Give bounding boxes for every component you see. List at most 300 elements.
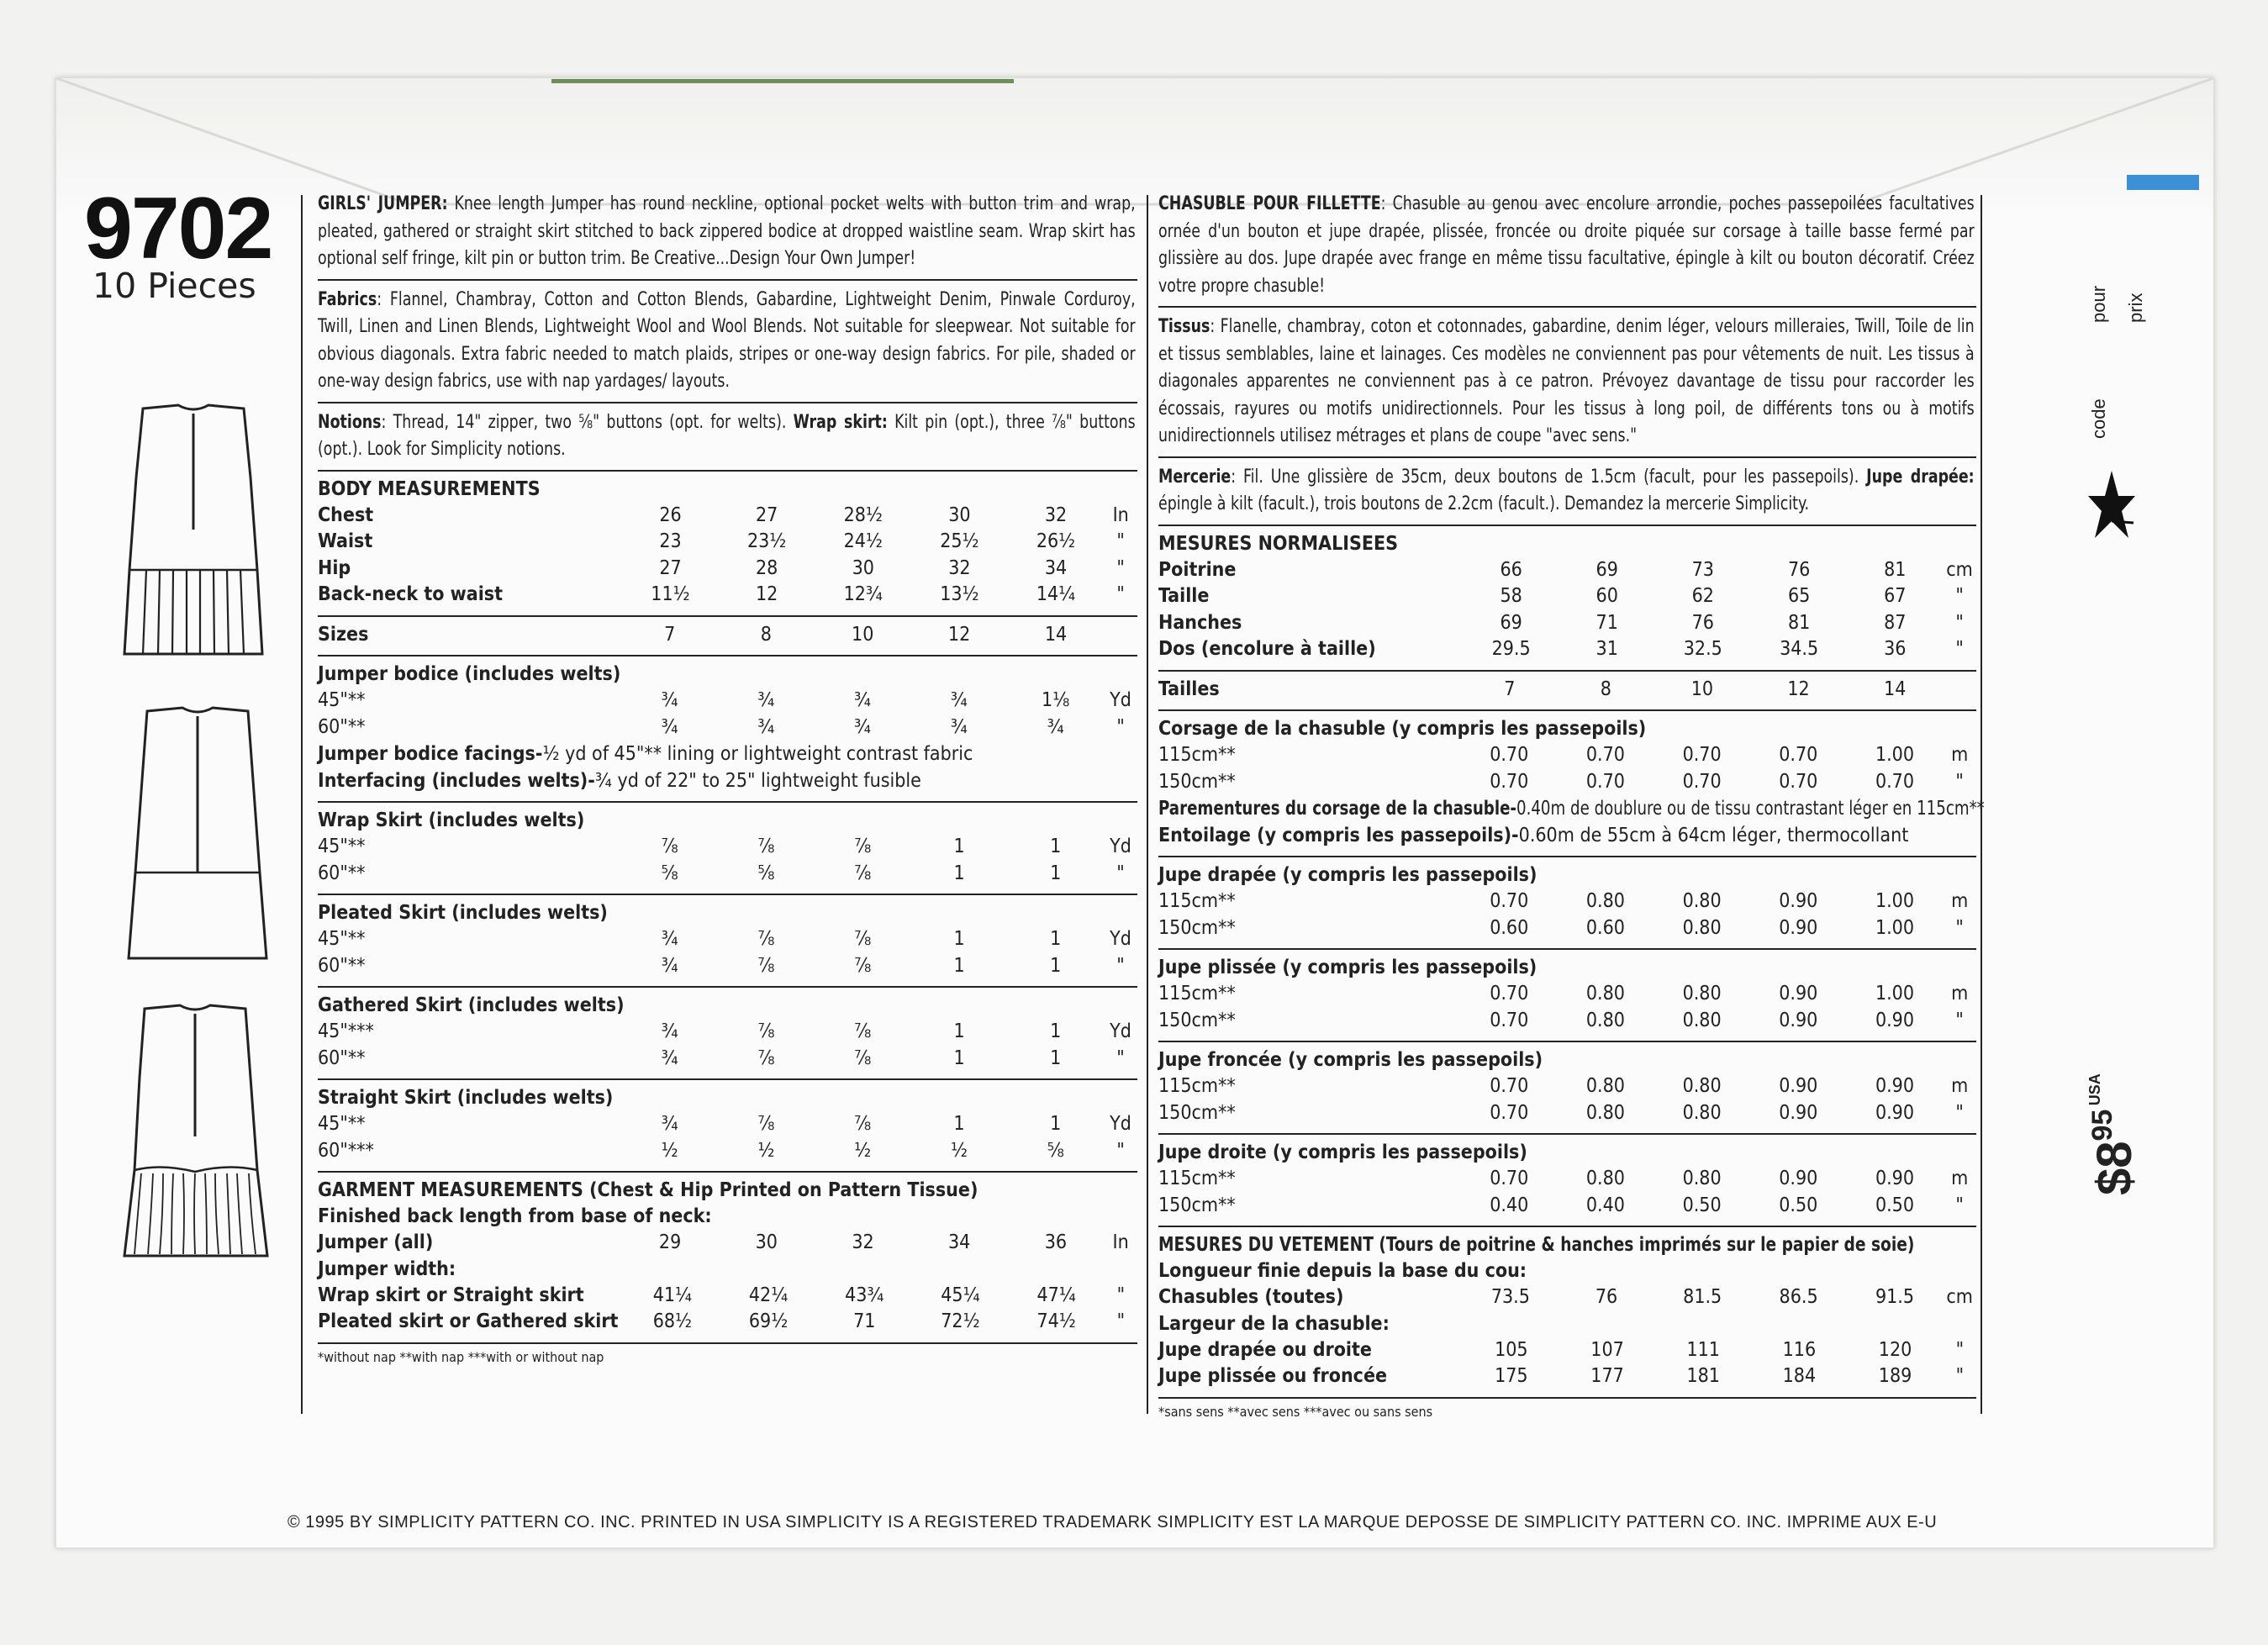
pieces-count: 10 Pieces <box>92 266 256 306</box>
unit: " <box>1955 1101 1964 1124</box>
cell-value: 69 <box>1500 611 1522 634</box>
cell-value: 1.00 <box>1875 890 1915 912</box>
cell-value: 69 <box>1596 558 1618 581</box>
cell-value: 1 <box>953 1047 965 1069</box>
table-row <box>1158 981 1976 1008</box>
cell-value: 1 <box>953 862 965 884</box>
notions <box>1158 463 1975 518</box>
skirt-title: Straight Skirt (includes welts) <box>318 1087 614 1109</box>
body-measurements-title: BODY MEASUREMENTS <box>318 477 541 500</box>
cell-value: 62 <box>1691 585 1714 607</box>
row-label: Jupe plissée ou froncée <box>1158 1365 1388 1387</box>
cell-value: 0.70 <box>1490 770 1529 793</box>
description-label: GIRLS' JUMPER: <box>318 192 448 214</box>
interfacing-text: ¾ yd of 22" to 25" lightweight fusible <box>594 770 921 792</box>
body-measurements-table <box>318 503 1137 609</box>
cell-value: 28 <box>755 556 778 579</box>
cell-value: 71 <box>1596 611 1618 634</box>
cell-value: ¾ <box>661 689 678 711</box>
cell-value: 76 <box>1787 558 1811 581</box>
row-label: Dos (encolure à taille) <box>1158 638 1376 660</box>
cell-value: 0.80 <box>1585 1075 1625 1097</box>
fabrics-text: : Flanelle, chambray, coton et cotonnades, gabardine, denim léger, velours milleraies, Twill, Toile de lin et tissus semblables, laine et lainages. Ces modèles ne conviennent pas pour vêtements de nuit. Les tissus à diagonales apparentes ne conviennent pas à ce patron. Prévoyez davantage de tissu pour raccorder les écossais, rayures ou motifs unidirectionnels. Pour les tissus à long poil, de différents tons ou à motifs unidirectionnels utilisez métrages et plans de coupe "avec sens." <box>1158 315 1975 446</box>
skirt-table <box>1158 1166 1976 1219</box>
unit: cm <box>1946 558 1973 581</box>
cell-value: 116 <box>1782 1338 1817 1361</box>
cell-value: 0.90 <box>1875 1009 1915 1031</box>
table-row <box>318 1111 1137 1138</box>
cell-value: ¾ <box>757 715 775 738</box>
cell-value: 23 <box>659 530 682 552</box>
table-row <box>318 1046 1137 1073</box>
garment-length-table <box>318 1230 1137 1257</box>
cell-value: 0.70 <box>1490 744 1529 766</box>
drawing-gathered-back <box>111 1002 283 1263</box>
row-label: 115cm** <box>1158 983 1236 1004</box>
sizes-label: Sizes <box>318 623 369 646</box>
unit: Yd <box>1110 689 1131 711</box>
cell-value: ¾ <box>757 689 775 711</box>
cell-value: ½ <box>661 1139 678 1162</box>
skirt-table <box>318 1111 1137 1164</box>
divider <box>1158 1226 1976 1227</box>
row-label: 150cm** <box>1158 916 1236 939</box>
cell-value: ⅞ <box>757 928 775 950</box>
garment-sub2: Largeur de la chasuble: <box>1158 1312 1390 1335</box>
cell-value: 1.00 <box>1875 744 1915 766</box>
unit: m <box>1951 1168 1969 1189</box>
interfacing-label: Entoilage (y compris les passepoils)- <box>1158 825 1519 846</box>
unit: cm <box>1946 1286 1973 1308</box>
cell-value: ⅞ <box>854 1020 872 1042</box>
fabrics-label: Fabrics <box>318 287 377 310</box>
cell-value: 0.90 <box>1779 1075 1818 1097</box>
notions <box>318 409 1136 463</box>
cell-value: 31 <box>1596 638 1618 660</box>
cell-value: 42¼ <box>748 1284 789 1306</box>
table-row <box>318 1230 1137 1257</box>
unit: m <box>1951 890 1969 912</box>
unit-spacer <box>1944 677 1976 704</box>
cell-value: 29 <box>658 1231 682 1253</box>
cell-value: 34.5 <box>1780 638 1819 660</box>
cell-value: 0.70 <box>1585 744 1625 766</box>
cell-value: 24½ <box>843 530 883 552</box>
divider <box>318 1342 1137 1344</box>
cell-value: 27 <box>659 556 682 579</box>
cell-value: ¾ <box>661 1047 678 1069</box>
table-row <box>318 714 1137 741</box>
cell-value: 0.60 <box>1490 916 1529 939</box>
cell-value: 58 <box>1500 585 1522 607</box>
code-label: code <box>2088 398 2109 439</box>
table-row <box>1158 557 1976 584</box>
description-text: Knee length Jumper has round neckline, optional pocket welts with button trim and wrap, pleated, gathered or straight skirt stitched to back zippered bodice at dropped waistline seam. Wrap skirt has optional self fringe, kilt pin or button trim. Be Creative...Design Your Own Jumper! <box>318 192 1136 269</box>
cell-value: 0.70 <box>1490 1168 1529 1189</box>
cell-value: 34 <box>948 1231 971 1253</box>
prix-label: prix <box>2125 293 2146 323</box>
row-label: 150cm** <box>1158 1101 1236 1124</box>
table-row <box>318 861 1137 888</box>
cell-value: 36 <box>1884 638 1907 660</box>
cover-edge-strip <box>551 79 1014 83</box>
garment-title: MESURES DU VETEMENT (Tours de poitrine & hanches imprimés sur le papier de soie) <box>1158 1234 1915 1256</box>
divider <box>318 279 1137 281</box>
row-label: 60"** <box>318 954 366 977</box>
notions-wrap-label: Wrap skirt: <box>793 410 888 433</box>
cell-value: 12 <box>755 583 778 605</box>
table-row <box>318 1309 1137 1336</box>
cell-value: ¾ <box>661 715 678 738</box>
row-label: 150cm** <box>1158 770 1236 793</box>
fabrics <box>318 286 1136 395</box>
cell-value: ⅞ <box>757 954 775 977</box>
cell-value: 0.90 <box>1779 890 1818 912</box>
notions-wrap-text: Kilt pin (opt.), three ⅞" buttons (opt.). Look for Simplicity notions. <box>318 410 1136 460</box>
price-tag <box>2086 1073 2143 1195</box>
divider <box>1158 1041 1976 1042</box>
cell-value: 30 <box>755 1231 778 1253</box>
table-row <box>318 926 1137 953</box>
table-row <box>1158 1166 1976 1193</box>
row-label: 45"** <box>318 1113 366 1135</box>
unit: Yd <box>1110 836 1131 857</box>
cell-value: 1 <box>953 836 965 857</box>
cell-value: 81 <box>1787 611 1811 634</box>
cell-value: ¾ <box>950 715 968 738</box>
facings-line <box>318 741 1137 767</box>
sizes-table <box>318 622 1137 649</box>
cell-value: 1 <box>953 1020 965 1042</box>
row-label: 45"** <box>318 689 366 711</box>
table-row <box>318 529 1137 556</box>
sizes-row <box>318 622 1137 649</box>
row-label: Hip <box>318 556 351 579</box>
cell-value: 72½ <box>941 1310 980 1332</box>
copyright-line: © 1995 BY SIMPLICITY PATTERN CO. INC. PRINTED IN USA SIMPLICITY IS A REGISTERED TRADEMARK SIMPLICITY EST LA MARQUE DEPOSSE DE SIMPLICITY PATTERN CO. INC. IMPRIME AUX E-U <box>287 1513 1938 1532</box>
size-value: 10 <box>852 623 874 646</box>
bodice-table <box>1158 742 1976 795</box>
row-label: Hanches <box>1158 611 1242 634</box>
cell-value: 32 <box>852 1231 874 1253</box>
facings-text: ½ yd of 45"** lining or lightweight contrast fabric <box>542 743 973 765</box>
unit: Yd <box>1110 928 1131 950</box>
cell-value: ¾ <box>950 689 968 711</box>
table-row <box>1158 1008 1976 1035</box>
cell-value: 86.5 <box>1779 1286 1818 1308</box>
cell-value: 0.70 <box>1490 1009 1529 1031</box>
skirt-sections <box>1158 856 1976 1227</box>
cell-value: ⅞ <box>757 1020 775 1042</box>
skirt-table <box>318 834 1137 887</box>
unit: In <box>1112 1231 1129 1253</box>
drawing-pleated-back <box>109 402 277 662</box>
cell-value: 28½ <box>843 504 883 526</box>
cell-value: 81.5 <box>1683 1286 1722 1308</box>
unit: " <box>1955 611 1964 634</box>
cell-value: 0.90 <box>1875 1101 1915 1124</box>
unit: " <box>1116 1139 1125 1162</box>
cell-value: 0.80 <box>1682 1101 1722 1124</box>
skirt-title: Jupe plissée (y compris les passepoils) <box>1158 957 1537 978</box>
cell-value: ⅞ <box>757 836 775 857</box>
cell-value: 74½ <box>1036 1310 1076 1332</box>
row-label: 45"** <box>318 836 366 857</box>
cell-value: 25½ <box>940 530 979 552</box>
row-label: 150cm** <box>1158 1194 1236 1216</box>
cell-value: 1 <box>1050 1113 1062 1135</box>
cell-value: ⅞ <box>854 1113 872 1135</box>
divider <box>1158 306 1976 308</box>
table-row <box>1158 636 1976 663</box>
cell-value: 0.80 <box>1682 916 1722 939</box>
cell-value: 1.00 <box>1875 916 1915 939</box>
cell-value: ¾ <box>661 928 678 950</box>
row-label: 115cm** <box>1158 744 1236 766</box>
size-value: 8 <box>1600 678 1611 700</box>
cell-value: 1 <box>1050 928 1062 950</box>
body-measurements-title: MESURES NORMALISEES <box>1158 532 1399 555</box>
cell-value: ⅞ <box>854 836 872 857</box>
fabrics-text: : Flannel, Chambray, Cotton and Cotton Blends, Gabardine, Lightweight Denim, Pinwale Corduroy, Twill, Linen and Linen Blends, Lightweight Wool and Wool Blends. Not suitable for sleepwear. Not suitable for obvious diagonals. Extra fabric needed to match plaids, stripes or one-way design fabrics. For pile, shaded or one-way design fabrics, use with nap yardages/ layouts. <box>318 287 1136 392</box>
cell-value: ¾ <box>661 1113 678 1135</box>
table-row <box>318 556 1137 583</box>
cell-value: 26 <box>659 504 682 526</box>
drawing-wrap-back <box>113 704 282 965</box>
cell-value: ⅝ <box>661 862 678 884</box>
interfacing-line <box>318 767 1137 794</box>
cell-value: 0.80 <box>1682 1009 1722 1031</box>
table-row <box>318 688 1137 714</box>
unit: " <box>1116 954 1125 977</box>
cell-value: 1 <box>1050 1020 1062 1042</box>
cell-value: 0.70 <box>1779 744 1818 766</box>
notions-wrap-label: Jupe drapée: <box>1866 465 1975 488</box>
cell-value: 184 <box>1782 1365 1817 1387</box>
table-row <box>318 1283 1137 1310</box>
unit: " <box>1955 770 1964 793</box>
divider <box>1158 948 1976 950</box>
column-rule-left <box>301 195 303 1414</box>
cell-value: 32 <box>1044 504 1068 526</box>
cell-value: 181 <box>1686 1365 1720 1387</box>
divider <box>1158 1397 1976 1399</box>
table-row <box>318 1019 1137 1046</box>
table-row <box>1158 583 1976 610</box>
cell-value: 14¼ <box>1036 583 1076 605</box>
cell-value: 0.70 <box>1490 1075 1529 1097</box>
row-label: Back-neck to waist <box>318 583 504 605</box>
fabrics <box>1158 313 1975 450</box>
description-label: CHASUBLE POUR FILLETTE <box>1158 192 1381 214</box>
cell-value: 175 <box>1495 1365 1528 1387</box>
skirt-title: Jupe froncée (y compris les passepoils) <box>1158 1049 1543 1071</box>
cell-value: 0.70 <box>1490 1101 1529 1124</box>
divider <box>318 1171 1137 1173</box>
garment-sub: Longueur finie depuis la base du cou: <box>1158 1260 1527 1282</box>
table-row <box>1158 769 1976 796</box>
row-label: Taille <box>1158 585 1210 607</box>
cell-value: 0.70 <box>1585 770 1625 793</box>
row-label: Chasubles (toutes) <box>1158 1286 1344 1308</box>
unit: Yd <box>1110 1113 1131 1135</box>
cell-value: 67 <box>1884 585 1907 607</box>
table-row <box>318 1138 1137 1165</box>
cell-value: ⅞ <box>854 928 872 950</box>
skirt-table <box>318 926 1137 979</box>
sizes-table <box>1158 677 1976 704</box>
notions-wrap-text: épingle à kilt (facult.), trois boutons de 2.2cm (facult.). Demandez la mercerie Simplicity. <box>1158 493 1810 514</box>
unit: " <box>1955 1194 1964 1216</box>
divider <box>318 801 1137 803</box>
divider <box>318 986 1137 988</box>
cell-value: 0.80 <box>1682 890 1722 912</box>
cell-value: ⅞ <box>854 954 872 977</box>
divider <box>1158 709 1976 711</box>
french-column <box>1158 190 1985 1420</box>
skirt-table <box>1158 1073 1976 1126</box>
garment-width-table <box>1158 1337 1976 1390</box>
cell-value: 111 <box>1686 1338 1720 1361</box>
cell-value: 76 <box>1595 1286 1618 1308</box>
table-row <box>1158 1100 1976 1127</box>
divider <box>318 894 1137 895</box>
table-row <box>1158 610 1976 637</box>
facings-text: 0.40m de doublure ou de tissu contrastant léger en 115cm** <box>1516 798 1985 820</box>
table-row <box>318 953 1137 980</box>
cell-value: 60 <box>1596 585 1618 607</box>
cell-value: 0.90 <box>1875 1075 1915 1097</box>
notions-label: Notions <box>318 410 382 433</box>
divider <box>318 470 1137 472</box>
skirt-sections <box>318 801 1137 1173</box>
fabrics-label: Tissus <box>1158 315 1210 337</box>
cell-value: 0.50 <box>1682 1194 1722 1216</box>
cell-value: 0.80 <box>1585 890 1625 912</box>
cell-value: ⅞ <box>757 1113 775 1135</box>
skirt-table <box>1158 981 1976 1034</box>
interfacing-text: 0.60m de 55cm à 64cm léger, thermocollant <box>1518 825 1909 846</box>
cell-value: 0.50 <box>1875 1194 1915 1216</box>
skirt-title: Jupe drapée (y compris les passepoils) <box>1158 864 1537 886</box>
cell-value: 1.00 <box>1875 983 1915 1004</box>
cell-value: 73.5 <box>1490 1286 1530 1308</box>
cell-value: 13½ <box>940 583 979 605</box>
cell-value: ½ <box>854 1139 872 1162</box>
description <box>1158 190 1975 299</box>
unit: In <box>1112 504 1129 526</box>
cell-value: 0.80 <box>1585 1101 1625 1124</box>
cell-value: 120 <box>1878 1338 1912 1361</box>
cell-value: 45¼ <box>941 1284 980 1306</box>
cell-value: 0.90 <box>1779 983 1818 1004</box>
unit-spacer <box>1104 622 1137 649</box>
notions-text: : Fil. Une glissière de 35cm, deux boutons de 1.5cm (facult, pour les passepoils). <box>1231 465 1867 488</box>
cell-value: 1 <box>953 928 965 950</box>
body-measurements-table <box>1158 557 1976 663</box>
cell-value: 30 <box>948 504 971 526</box>
cell-value: 0.90 <box>1779 1101 1818 1124</box>
cell-value: 73 <box>1691 558 1714 581</box>
description <box>318 190 1136 272</box>
cell-value: 81 <box>1884 558 1907 581</box>
cell-value: 107 <box>1590 1338 1624 1361</box>
cell-value: 87 <box>1884 611 1907 634</box>
cell-value: 0.80 <box>1585 1009 1625 1031</box>
table-row <box>318 582 1137 609</box>
cell-value: 30 <box>852 556 874 579</box>
cell-value: 0.70 <box>1490 983 1529 1004</box>
row-label: 115cm** <box>1158 1075 1236 1097</box>
cell-value: 0.90 <box>1875 1168 1915 1189</box>
row-label: Jupe drapée ou droite <box>1158 1338 1372 1361</box>
garment-width-table <box>318 1283 1137 1336</box>
sizes-label: Tailles <box>1158 678 1220 700</box>
cell-value: 27 <box>755 504 778 526</box>
cell-value: 0.80 <box>1585 983 1625 1004</box>
cell-value: 0.70 <box>1682 770 1722 793</box>
row-label: 60"*** <box>318 1139 374 1162</box>
facings-label: Jumper bodice facings- <box>318 743 543 765</box>
cell-value: ⅝ <box>757 862 775 884</box>
row-label: Jumper (all) <box>318 1231 434 1253</box>
cell-value: 189 <box>1878 1365 1912 1387</box>
divider <box>318 615 1137 617</box>
cell-value: 1 <box>1050 954 1062 977</box>
cell-value: 71 <box>853 1310 876 1332</box>
row-label: Waist <box>318 530 373 552</box>
cell-value: 34 <box>1044 556 1068 579</box>
cell-value: ⅞ <box>757 1047 775 1069</box>
cell-value: 0.90 <box>1779 1168 1818 1189</box>
divider <box>1158 856 1976 857</box>
skirt-title: Pleated Skirt (includes welts) <box>318 902 608 924</box>
cell-value: 1 <box>1050 836 1062 857</box>
divider <box>318 1078 1137 1080</box>
unit: " <box>1955 585 1964 607</box>
interfacing-label: Interfacing (includes welts)- <box>318 770 595 792</box>
english-column <box>318 190 1137 1365</box>
unit: " <box>1116 862 1125 884</box>
unit: " <box>1955 1009 1964 1031</box>
footnote: *without nap **with nap ***with or without nap <box>318 1348 604 1365</box>
garment-sub2: Jumper width: <box>318 1257 456 1280</box>
unit: " <box>1116 1284 1126 1306</box>
row-label: Chest <box>318 504 374 526</box>
cell-value: 0.50 <box>1779 1194 1818 1216</box>
size-value: 12 <box>947 623 971 646</box>
cell-value: 26½ <box>1036 530 1076 552</box>
unit: " <box>1955 1338 1965 1361</box>
cell-value: ½ <box>950 1139 968 1162</box>
size-value: 7 <box>664 623 676 646</box>
cell-value: 0.90 <box>1779 1009 1818 1031</box>
row-label: 45"** <box>318 928 366 950</box>
divider <box>318 402 1137 403</box>
skirt-table <box>318 1019 1137 1072</box>
unit: " <box>1955 1365 1965 1387</box>
row-label: Pleated skirt or Gathered skirt <box>318 1310 619 1332</box>
garment-title: GARMENT MEASUREMENTS (Chest & Hip Printed on Pattern Tissue) <box>318 1179 978 1201</box>
pour-label: pour <box>2088 285 2109 323</box>
cell-value: 0.80 <box>1682 1075 1722 1097</box>
unit: Yd <box>1110 1020 1131 1042</box>
pattern-number: 9702 <box>84 180 272 277</box>
cell-value: 23½ <box>746 530 787 552</box>
cell-value: 29.5 <box>1491 638 1531 660</box>
divider <box>1158 456 1976 458</box>
cell-value: 0.70 <box>1875 770 1915 793</box>
